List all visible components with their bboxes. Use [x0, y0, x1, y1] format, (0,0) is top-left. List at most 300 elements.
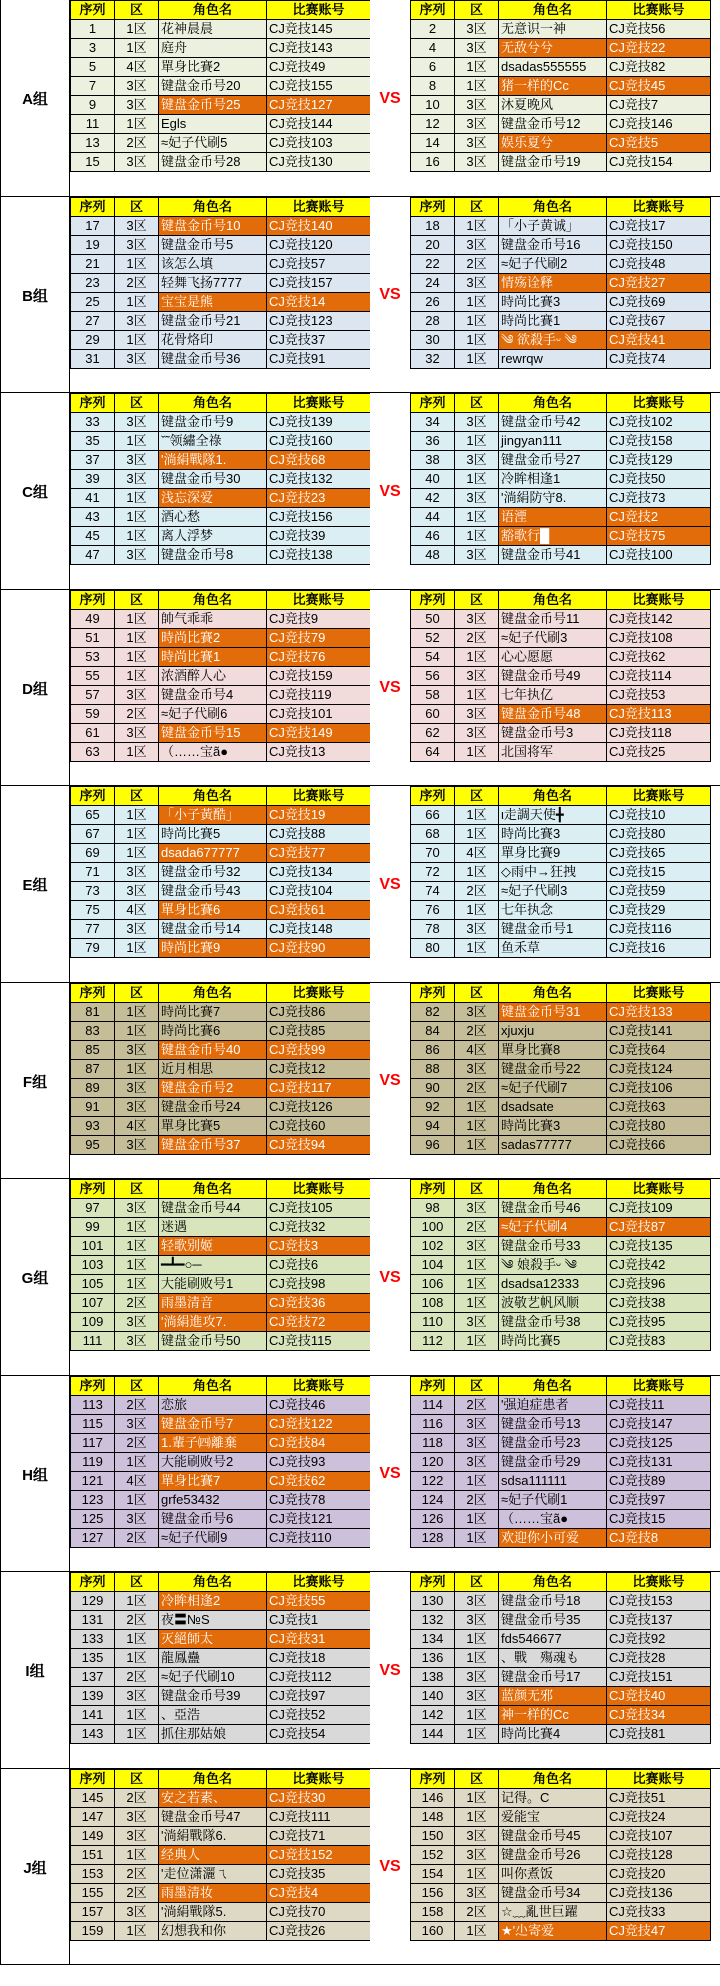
seq-cell: 42 — [411, 489, 455, 508]
role-name-cell: 键盘金币号7 — [159, 1415, 267, 1434]
seq-cell: 76 — [411, 901, 455, 920]
zone-cell: 1区 — [115, 1491, 159, 1510]
zone-cell: 1区 — [115, 115, 159, 134]
account-cell: CJ竞技32 — [267, 1218, 371, 1237]
role-name-cell: 键盘金币号43 — [159, 882, 267, 901]
account-cell: CJ竞技95 — [607, 1313, 711, 1332]
zone-cell: 3区 — [455, 1453, 499, 1472]
table-row — [71, 1136, 371, 1155]
table-row — [411, 1846, 711, 1865]
group-label: F组 — [0, 983, 70, 1179]
seq-cell: 33 — [71, 413, 115, 432]
zone-cell: 2区 — [455, 882, 499, 901]
table-row — [71, 1022, 371, 1041]
account-cell: CJ竞技51 — [607, 1789, 711, 1808]
seq-header: 序列 — [71, 1377, 115, 1396]
table-row — [411, 236, 711, 255]
role-name-cell: '淌絹戰隊1. — [159, 451, 267, 470]
table-row — [71, 1491, 371, 1510]
account-cell: CJ竞技117 — [267, 1079, 371, 1098]
role-name-cell: 键盘金币号39 — [159, 1687, 267, 1706]
role-name-cell: 龍鳳蠱 — [159, 1649, 267, 1668]
table-row — [71, 825, 371, 844]
table-row — [71, 236, 371, 255]
seq-cell: 158 — [411, 1903, 455, 1922]
role-name-cell: 键盘金币号37 — [159, 1136, 267, 1155]
zone-header: 区 — [115, 1573, 159, 1592]
seq-cell: 125 — [71, 1510, 115, 1529]
seq-cell: 58 — [411, 686, 455, 705]
seq-cell: 20 — [411, 236, 455, 255]
account-header: 比赛账号 — [267, 984, 371, 1003]
account-cell: CJ竞技36 — [267, 1294, 371, 1313]
zone-cell: 3区 — [115, 1199, 159, 1218]
table-row — [411, 331, 711, 350]
table-row — [411, 1256, 711, 1275]
account-cell: CJ竞技48 — [607, 255, 711, 274]
zone-cell: 1区 — [115, 293, 159, 312]
seq-header: 序列 — [411, 591, 455, 610]
role-name-cell: '淌絹防守8. — [499, 489, 607, 508]
account-cell: CJ竞技59 — [607, 882, 711, 901]
role-name-cell: 键盘金币号50 — [159, 1332, 267, 1351]
table-row — [71, 39, 371, 58]
account-cell: CJ竞技125 — [607, 1434, 711, 1453]
table-row — [71, 1003, 371, 1022]
role-name-cell: 欢迎你小可爱 — [499, 1529, 607, 1548]
role-name-cell: 键盘金币号33 — [499, 1237, 607, 1256]
role-name-cell: 、戰 殤魂も — [499, 1649, 607, 1668]
seq-cell: 43 — [71, 508, 115, 527]
seq-cell: 32 — [411, 350, 455, 369]
account-cell: CJ竞技41 — [607, 331, 711, 350]
role-name-cell: 浓酒醉人心 — [159, 667, 267, 686]
table-row — [71, 1415, 371, 1434]
zone-cell: 1区 — [115, 844, 159, 863]
zone-cell: 2区 — [455, 1218, 499, 1237]
seq-cell: 136 — [411, 1649, 455, 1668]
seq-cell: 127 — [71, 1529, 115, 1548]
seq-cell: 80 — [411, 939, 455, 958]
role-name-cell: 键盘金币号18 — [499, 1592, 607, 1611]
role-name-cell: '淌絹進攻7. — [159, 1313, 267, 1332]
role-name-header: 角色名 — [499, 1377, 607, 1396]
zone-cell: 1区 — [455, 1865, 499, 1884]
table-row — [71, 1332, 371, 1351]
account-cell: CJ竞技151 — [607, 1668, 711, 1687]
account-cell: CJ竞技118 — [607, 724, 711, 743]
seq-cell: 7 — [71, 77, 115, 96]
zone-cell: 3区 — [455, 920, 499, 939]
table-row — [71, 1313, 371, 1332]
group-label: E组 — [0, 786, 70, 983]
seq-cell: 12 — [411, 115, 455, 134]
role-name-cell: 時尚比賽1 — [159, 648, 267, 667]
zone-cell: 4区 — [115, 1117, 159, 1136]
account-cell: CJ竞技50 — [607, 470, 711, 489]
left-roster-table — [70, 1572, 371, 1744]
left-roster-table — [70, 983, 371, 1155]
zone-cell: 1区 — [115, 489, 159, 508]
seq-cell: 105 — [71, 1275, 115, 1294]
seq-header: 序列 — [71, 394, 115, 413]
account-cell: CJ竞技60 — [267, 1117, 371, 1136]
right-roster-table — [410, 1769, 711, 1941]
seq-cell: 82 — [411, 1003, 455, 1022]
role-name-cell: 键盘金币号10 — [159, 217, 267, 236]
role-name-cell: 單身比賽8 — [499, 1041, 607, 1060]
seq-cell: 3 — [71, 39, 115, 58]
table-row — [411, 1136, 711, 1155]
group-block — [0, 1769, 720, 1965]
zone-cell: 3区 — [115, 1041, 159, 1060]
table-row — [71, 77, 371, 96]
account-cell: CJ竞技11 — [607, 1396, 711, 1415]
role-name-cell: grfe53432 — [159, 1491, 267, 1510]
account-cell: CJ竞技69 — [607, 293, 711, 312]
role-name-header: 角色名 — [499, 198, 607, 217]
zone-cell: 3区 — [455, 1592, 499, 1611]
zone-cell: 3区 — [115, 1510, 159, 1529]
seq-header: 序列 — [411, 1573, 455, 1592]
account-header: 比赛账号 — [607, 1180, 711, 1199]
table-row — [411, 413, 711, 432]
account-cell: CJ竞技97 — [607, 1491, 711, 1510]
zone-cell: 1区 — [115, 629, 159, 648]
zone-header: 区 — [115, 984, 159, 1003]
role-name-cell: 无意识一神 — [499, 20, 607, 39]
role-name-cell: 酒心愁 — [159, 508, 267, 527]
zone-cell: 3区 — [115, 1687, 159, 1706]
table-row — [411, 58, 711, 77]
account-cell: CJ竞技9 — [267, 610, 371, 629]
account-cell: CJ竞技138 — [267, 546, 371, 565]
group-block — [0, 983, 720, 1179]
account-cell: CJ竞技71 — [267, 1827, 371, 1846]
table-row — [411, 1630, 711, 1649]
group-block — [0, 197, 720, 393]
account-cell: CJ竞技127 — [267, 96, 371, 115]
account-cell: CJ竞技33 — [607, 1903, 711, 1922]
seq-cell: 104 — [411, 1256, 455, 1275]
role-name-header: 角色名 — [499, 394, 607, 413]
zone-cell: 1区 — [115, 1649, 159, 1668]
seq-header: 序列 — [411, 1377, 455, 1396]
seq-cell: 113 — [71, 1396, 115, 1415]
seq-header: 序列 — [411, 1180, 455, 1199]
account-cell: CJ竞技102 — [607, 413, 711, 432]
role-name-cell: 迷遇 — [159, 1218, 267, 1237]
zone-cell: 1区 — [455, 1630, 499, 1649]
seq-cell: 9 — [71, 96, 115, 115]
role-name-cell: 键盘金币号31 — [499, 1003, 607, 1022]
seq-cell: 1 — [71, 20, 115, 39]
seq-cell: 151 — [71, 1846, 115, 1865]
role-name-cell: 键盘金币号19 — [499, 153, 607, 172]
account-cell: CJ竞技122 — [267, 1415, 371, 1434]
table-row — [71, 863, 371, 882]
zone-cell: 1区 — [455, 217, 499, 236]
table-row — [71, 686, 371, 705]
table-row — [411, 1706, 711, 1725]
seq-cell: 73 — [71, 882, 115, 901]
account-cell: CJ竞技135 — [607, 1237, 711, 1256]
role-name-cell: 键盘金币号44 — [159, 1199, 267, 1218]
account-cell: CJ竞技52 — [267, 1706, 371, 1725]
role-name-cell: fds546677 — [499, 1630, 607, 1649]
seq-cell: 56 — [411, 667, 455, 686]
header-row — [71, 394, 371, 413]
role-name-cell: 時尚比賽5 — [159, 825, 267, 844]
role-name-header: 角色名 — [159, 984, 267, 1003]
zone-header: 区 — [115, 1377, 159, 1396]
zone-cell: 2区 — [115, 134, 159, 153]
table-row — [71, 451, 371, 470]
group-divider — [0, 1964, 720, 1965]
account-cell: CJ竞技88 — [267, 825, 371, 844]
zone-cell: 2区 — [455, 255, 499, 274]
account-cell: CJ竞技139 — [267, 413, 371, 432]
role-name-cell: 键盘金币号15 — [159, 724, 267, 743]
role-name-cell: '淌絹戰隊6. — [159, 1827, 267, 1846]
seq-cell: 55 — [71, 667, 115, 686]
account-header: 比赛账号 — [607, 1, 711, 20]
role-name-cell: 時尚比賽3 — [499, 825, 607, 844]
zone-cell: 3区 — [115, 312, 159, 331]
zone-cell: 2区 — [455, 629, 499, 648]
account-cell: CJ竞技57 — [267, 255, 371, 274]
role-name-cell: jingyan111 — [499, 432, 607, 451]
account-cell: CJ竞技28 — [607, 1649, 711, 1668]
role-name-cell: 键盘金币号11 — [499, 610, 607, 629]
seq-cell: 69 — [71, 844, 115, 863]
zone-header: 区 — [455, 1, 499, 20]
zone-cell: 3区 — [455, 489, 499, 508]
role-name-cell: 浅忘深爱 — [159, 489, 267, 508]
role-name-cell: ≈妃子代刷2 — [499, 255, 607, 274]
zone-cell: 3区 — [455, 1003, 499, 1022]
role-name-cell: 七年执念 — [499, 901, 607, 920]
table-row — [71, 1098, 371, 1117]
table-row — [71, 1199, 371, 1218]
account-cell: CJ竞技146 — [607, 115, 711, 134]
left-roster-table — [70, 197, 371, 369]
zone-cell: 3区 — [455, 115, 499, 134]
table-row — [411, 648, 711, 667]
account-cell: CJ竞技75 — [607, 527, 711, 546]
table-row — [71, 1922, 371, 1941]
role-name-cell: 键盘金币号26 — [499, 1846, 607, 1865]
header-row — [71, 984, 371, 1003]
role-name-cell: ˇ˜领繡全祿 — [159, 432, 267, 451]
table-row — [411, 1903, 711, 1922]
role-name-cell: 键盘金币号45 — [499, 1827, 607, 1846]
seq-cell: 52 — [411, 629, 455, 648]
header-row — [411, 787, 711, 806]
account-cell: CJ竞技39 — [267, 527, 371, 546]
zone-cell: 1区 — [455, 293, 499, 312]
header-row — [411, 591, 711, 610]
role-name-cell: 波敬艺帆风顺 — [499, 1294, 607, 1313]
seq-cell: 59 — [71, 705, 115, 724]
table-row — [411, 77, 711, 96]
zone-cell: 4区 — [455, 844, 499, 863]
role-name-cell: 无敌兮兮 — [499, 39, 607, 58]
role-name-cell: rewrqw — [499, 350, 607, 369]
zone-cell: 2区 — [455, 1903, 499, 1922]
table-row — [411, 1022, 711, 1041]
role-name-cell: 猪一样的Cc — [499, 77, 607, 96]
role-name-cell: 爱能宝 — [499, 1808, 607, 1827]
account-cell: CJ竞技73 — [607, 489, 711, 508]
role-name-cell: 單身比賽2 — [159, 58, 267, 77]
header-row — [71, 1573, 371, 1592]
table-row — [411, 724, 711, 743]
role-name-cell: 键盘金币号8 — [159, 546, 267, 565]
zone-cell: 4区 — [115, 58, 159, 77]
account-cell: CJ竞技66 — [607, 1136, 711, 1155]
table-row — [411, 451, 711, 470]
table-row — [71, 1649, 371, 1668]
seq-cell: 135 — [71, 1649, 115, 1668]
account-cell: CJ竞技81 — [607, 1725, 711, 1744]
account-header: 比赛账号 — [607, 984, 711, 1003]
seq-cell: 155 — [71, 1884, 115, 1903]
account-cell: CJ竞技112 — [267, 1668, 371, 1687]
seq-cell: 100 — [411, 1218, 455, 1237]
seq-cell: 19 — [71, 236, 115, 255]
table-row — [411, 1079, 711, 1098]
role-name-cell: ≈妃子代刷6 — [159, 705, 267, 724]
table-row — [71, 648, 371, 667]
role-name-cell: 键盘金币号27 — [499, 451, 607, 470]
account-cell: CJ竞技87 — [607, 1218, 711, 1237]
zone-cell: 3区 — [115, 236, 159, 255]
seq-cell: 47 — [71, 546, 115, 565]
seq-cell: 122 — [411, 1472, 455, 1491]
right-roster-table — [410, 983, 711, 1155]
account-cell: CJ竞技34 — [607, 1706, 711, 1725]
seq-cell: 67 — [71, 825, 115, 844]
table-row — [71, 134, 371, 153]
vs-label: VS — [370, 393, 410, 590]
header-row — [411, 1377, 711, 1396]
zone-cell: 1区 — [455, 806, 499, 825]
account-cell: CJ竞技12 — [267, 1060, 371, 1079]
account-cell: CJ竞技15 — [607, 863, 711, 882]
seq-cell: 65 — [71, 806, 115, 825]
table-row — [411, 1275, 711, 1294]
account-header: 比赛账号 — [607, 198, 711, 217]
right-roster-table — [410, 197, 711, 369]
seq-cell: 150 — [411, 1827, 455, 1846]
role-name-cell: 娱乐夏兮 — [499, 134, 607, 153]
account-header: 比赛账号 — [267, 394, 371, 413]
role-name-cell: 時尚比賽2 — [159, 629, 267, 648]
seq-cell: 31 — [71, 350, 115, 369]
account-cell: CJ竞技92 — [607, 1630, 711, 1649]
role-name-cell: 键盘金币号1 — [499, 920, 607, 939]
seq-cell: 143 — [71, 1725, 115, 1744]
seq-cell: 62 — [411, 724, 455, 743]
role-name-cell: 單身比賽6 — [159, 901, 267, 920]
table-row — [71, 1865, 371, 1884]
table-row — [411, 1041, 711, 1060]
table-row — [71, 806, 371, 825]
role-name-cell: ι走調天使╋ — [499, 806, 607, 825]
seq-cell: 30 — [411, 331, 455, 350]
seq-cell: 34 — [411, 413, 455, 432]
header-row — [71, 787, 371, 806]
account-cell: CJ竞技2 — [607, 508, 711, 527]
table-row — [71, 1687, 371, 1706]
account-header: 比赛账号 — [267, 1573, 371, 1592]
seq-header: 序列 — [411, 1, 455, 20]
zone-cell: 3区 — [455, 724, 499, 743]
account-cell: CJ竞技68 — [267, 451, 371, 470]
account-cell: CJ竞技17 — [607, 217, 711, 236]
seq-cell: 39 — [71, 470, 115, 489]
seq-cell: 98 — [411, 1199, 455, 1218]
role-name-cell: 经典人 — [159, 1846, 267, 1865]
seq-cell: 144 — [411, 1725, 455, 1744]
account-cell: CJ竞技91 — [267, 350, 371, 369]
seq-cell: 48 — [411, 546, 455, 565]
vs-label: VS — [370, 1179, 410, 1376]
seq-cell: 132 — [411, 1611, 455, 1630]
account-cell: CJ竞技96 — [607, 1275, 711, 1294]
account-cell: CJ竞技133 — [607, 1003, 711, 1022]
account-cell: CJ竞技16 — [607, 939, 711, 958]
zone-cell: 1区 — [115, 1706, 159, 1725]
account-cell: CJ竞技80 — [607, 825, 711, 844]
left-roster-table — [70, 1769, 371, 1941]
account-cell: CJ竞技137 — [607, 1611, 711, 1630]
seq-cell: 124 — [411, 1491, 455, 1510]
zone-cell: 4区 — [455, 1041, 499, 1060]
seq-cell: 121 — [71, 1472, 115, 1491]
zone-cell: 1区 — [455, 1256, 499, 1275]
table-row — [71, 96, 371, 115]
table-row — [71, 1041, 371, 1060]
account-cell: CJ竞技136 — [607, 1884, 711, 1903]
role-name-cell: 键盘金币号24 — [159, 1098, 267, 1117]
role-name-cell: dsadsate — [499, 1098, 607, 1117]
zone-cell: 1区 — [455, 1649, 499, 1668]
table-row — [411, 255, 711, 274]
zone-cell: 1区 — [115, 1218, 159, 1237]
table-row — [71, 1079, 371, 1098]
zone-cell: 1区 — [455, 1808, 499, 1827]
seq-cell: 109 — [71, 1313, 115, 1332]
role-name-header: 角色名 — [499, 984, 607, 1003]
zone-cell: 1区 — [455, 825, 499, 844]
role-name-cell: 该怎么填 — [159, 255, 267, 274]
account-cell: CJ竞技18 — [267, 1649, 371, 1668]
account-cell: CJ竞技10 — [607, 806, 711, 825]
zone-cell: 1区 — [455, 508, 499, 527]
account-header: 比赛账号 — [267, 1, 371, 20]
zone-header: 区 — [455, 198, 499, 217]
left-roster-table — [70, 786, 371, 958]
table-row — [411, 508, 711, 527]
seq-cell: 89 — [71, 1079, 115, 1098]
role-name-cell: 键盘金币号2 — [159, 1079, 267, 1098]
role-name-cell: 键盘金币号32 — [159, 863, 267, 882]
zone-cell: 2区 — [115, 1294, 159, 1313]
group-label: A组 — [0, 0, 70, 197]
zone-cell: 2区 — [115, 705, 159, 724]
